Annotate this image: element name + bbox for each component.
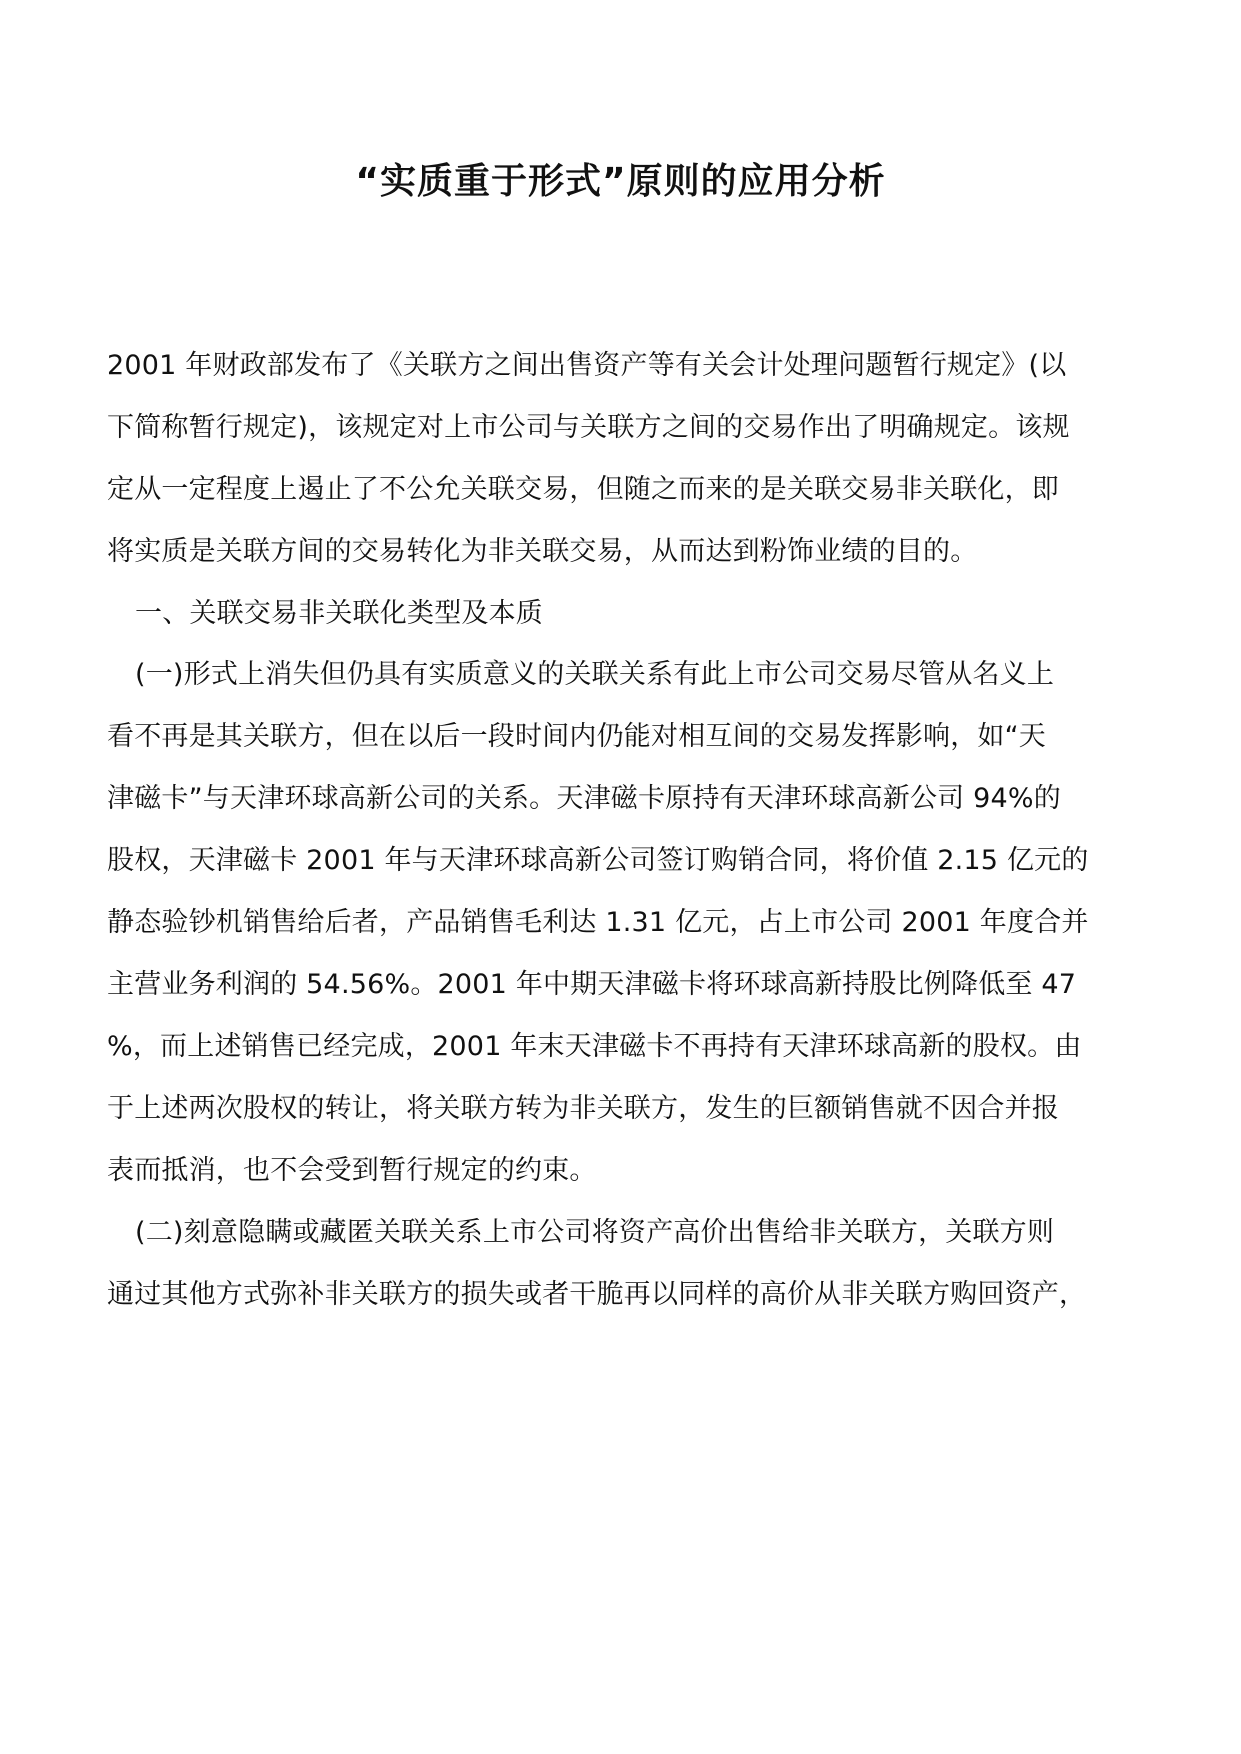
paragraph-2-line-5: 静态验钞机销售给后者，产品销售毛利达 1.31 亿元，占上市公司 2001 年度合并 (107, 907, 1089, 938)
paragraph-3-line-1: (二)刻意隐瞒或藏匿关联关系上市公司将资产高价出售给非关联方，关联方则 (135, 1217, 1055, 1248)
paragraph-2-line-6: 主营业务利润的 54.56%。2001 年中期天津磁卡将环球高新持股比例降低至 47 (107, 969, 1077, 1000)
section-heading-1: 一、关联交易非关联化类型及本质 (135, 598, 543, 629)
paragraph-2-line-1: (一)形式上消失但仍具有实质意义的关联关系有此上市公司交易尽管从名义上 (135, 659, 1055, 690)
paragraph-1-line-4: 将实质是关联方间的交易转化为非关联交易，从而达到粉饰业绩的目的。 (107, 536, 978, 567)
paragraph-2-line-9: 表而抵消，也不会受到暂行规定的约束。 (107, 1155, 597, 1186)
paragraph-2-line-7: %，而上述销售已经完成，2001 年末天津磁卡不再持有天津环球高新的股权。由 (107, 1031, 1082, 1062)
paragraph-1-line-2: 下简称暂行规定)，该规定对上市公司与关联方之间的交易作出了明确规定。该规 (107, 412, 1070, 443)
paragraph-1-line-1: 2001 年财政部发布了《关联方之间出售资产等有关会计处理问题暂行规定》(以 (107, 350, 1067, 381)
paragraph-2-line-8: 于上述两次股权的转让，将关联方转为非关联方，发生的巨额销售就不因合并报 (107, 1093, 1059, 1124)
paragraph-3-line-2: 通过其他方式弥补非关联方的损失或者干脆再以同样的高价从非关联方购回资产， (107, 1279, 1087, 1310)
paragraph-1-line-3: 定从一定程度上遏止了不公允关联交易，但随之而来的是关联交易非关联化，即 (107, 474, 1059, 505)
paragraph-2-line-4: 股权，天津磁卡 2001 年与天津环球高新公司签订购销合同，将价值 2.15 亿元的 (107, 845, 1089, 876)
paragraph-2-line-2: 看不再是其关联方，但在以后一段时间内仍能对相互间的交易发挥影响，如“天 (107, 721, 1046, 752)
document-title: “实质重于形式”原则的应用分析 (355, 161, 886, 202)
paragraph-2-line-3: 津磁卡”与天津环球高新公司的关系。天津磁卡原持有天津环球高新公司 94%的 (107, 783, 1061, 814)
